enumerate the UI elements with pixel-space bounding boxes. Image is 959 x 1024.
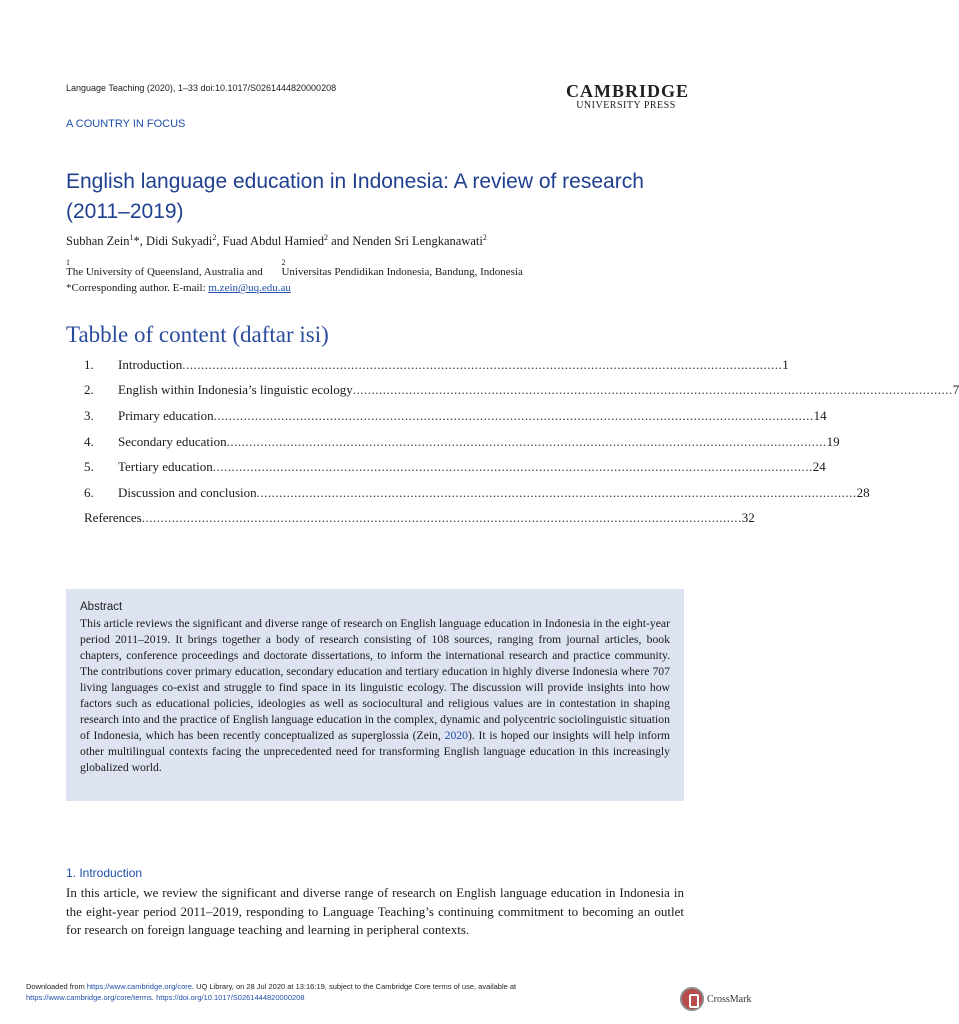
- toc-page: 14: [813, 407, 827, 423]
- citation-link[interactable]: 2020: [444, 729, 468, 742]
- toc-references[interactable]: [84, 506, 755, 532]
- crossmark-icon: [680, 987, 704, 1011]
- abstract-body: This article reviews the significant and diverse range of research on English language education in Indonesia in the eight-year period 2011–2019. It brings together a body of research consisting of 108 sources, ranging from journal articles, book chapters, conference proceedings and doctorate dissertations, to inform the international research and practice community. The contributions cover primary education, secondary education and tertiary education in highly diverse Indonesia where 707 living languages co-exist and struggle to find space in its linguistic ecology. The discussion will provide insights into how factors such as educational policies, ideologies as well as sociocultural and religious values are in contestation in shaping research into and the practice of English language education in the complex, dynamic and polycentric sociolinguistic situation of Indonesia, which has been recently conceptualized as superglossia (Zein,: [80, 617, 670, 742]
- footer-text: Downloaded from: [26, 982, 87, 991]
- toc-page: 19: [826, 433, 840, 449]
- toc-number: 3.: [84, 407, 94, 423]
- affiliation-mark: 2: [281, 258, 286, 267]
- toc-title: Discussion and conclusion: [118, 484, 257, 500]
- toc-leader: ................................................................................................................................................................: [182, 356, 783, 372]
- publisher-subname: UNIVERSITY PRESS: [576, 100, 676, 111]
- email-link[interactable]: m.zein@uq.edu.au: [208, 282, 291, 294]
- toc-leader: ................................................................................................................................................................: [213, 407, 814, 423]
- section-heading-introduction: 1. Introduction: [66, 866, 143, 880]
- author-mark: 2: [482, 233, 487, 242]
- introduction-paragraph: In this article, we review the significant and diverse range of research on English language education in Indonesia in the eight-year period 2011–2019, responding to Language Teaching’s continuing commitment to becoming an outlet for research on foreign language teaching and learning in peripheral contexts.: [66, 885, 684, 937]
- abstract-body-end: ). It is hoped our insights will help inform other multilingual contexts facing the unprecedented need for transforming English language education in this increasingly globalized world.: [80, 729, 670, 774]
- toc-title: References: [84, 510, 142, 526]
- publisher-name: CAMBRIDGE: [566, 81, 690, 101]
- crossmark-label: CrossMark: [707, 993, 752, 1005]
- author-name: Nenden Sri Lengkanawati: [352, 234, 483, 249]
- download-footer: [26, 981, 646, 1003]
- author-separator: ,: [216, 234, 223, 249]
- toc-title: Introduction: [118, 356, 183, 372]
- corresponding-author: [66, 282, 291, 294]
- journal-citation: Language Teaching (2020), 1–33 doi:10.1017/S0261444820000208: [66, 83, 337, 93]
- author-separator: *,: [133, 234, 147, 249]
- toc-page: 7: [952, 382, 959, 398]
- toc-item[interactable]: [84, 403, 827, 429]
- toc-page: 28: [856, 484, 870, 500]
- toc-leader: ................................................................................................................................................................: [226, 433, 827, 449]
- article-title: English language education in Indonesia: A review of research (2011–2019): [66, 170, 644, 223]
- toc-page: 24: [812, 459, 826, 475]
- toc-leader: ................................................................................................................................................................: [141, 510, 742, 526]
- author-mark: 2: [324, 233, 329, 242]
- toc-number: 2.: [84, 382, 94, 398]
- footer-text: . UQ Library, on 28 Jul 2020 at 13:16:19, subject to the Cambridge Core terms of use, available at: [191, 982, 517, 991]
- toc-item[interactable]: [84, 429, 840, 455]
- doi-link[interactable]: https://doi.org/10.1017/S0261444820000208: [156, 993, 305, 1002]
- toc-leader: ................................................................................................................................................................: [256, 484, 857, 500]
- toc-title: English within Indonesia’s linguistic ecology: [118, 382, 353, 398]
- toc-title: Secondary education: [118, 433, 227, 449]
- toc-item[interactable]: [84, 454, 826, 480]
- toc-number: 1.: [84, 356, 94, 372]
- article-category: A COUNTRY IN FOCUS: [66, 118, 186, 130]
- toc-leader: ................................................................................................................................................................: [212, 459, 813, 475]
- toc-page: 1: [782, 356, 789, 372]
- abstract-heading: Abstract: [80, 601, 123, 613]
- author-name: Didi Sukyadi: [146, 234, 213, 249]
- toc-leader: ................................................................................................................................................................: [352, 382, 953, 398]
- cambridge-logo: [566, 81, 690, 112]
- toc-item[interactable]: [84, 480, 870, 506]
- author-name: Fuad Abdul Hamied: [222, 234, 325, 249]
- affiliations: [66, 256, 686, 279]
- corresponding-label: *Corresponding author. E-mail:: [66, 282, 206, 294]
- terms-link[interactable]: https://www.cambridge.org/core/terms: [26, 993, 152, 1002]
- toc-item[interactable]: [84, 378, 959, 404]
- abstract-box: [66, 589, 684, 801]
- toc-heading: Tabble of content (daftar isi): [66, 322, 329, 347]
- author-mark: 1: [129, 233, 134, 242]
- author-name: Subhan Zein: [66, 234, 130, 249]
- author-list: [66, 233, 487, 249]
- toc-number: 5.: [84, 459, 94, 475]
- author-mark: 2: [212, 233, 217, 242]
- abstract-text: [80, 616, 670, 776]
- toc-number: 6.: [84, 484, 94, 500]
- affiliation-mark: 1: [66, 258, 70, 267]
- footer-text: .: [151, 993, 157, 1002]
- affiliation-text: The University of Queensland, Australia and: [66, 266, 263, 278]
- core-link[interactable]: https://www.cambridge.org/core: [86, 982, 192, 991]
- toc-item[interactable]: [84, 352, 789, 378]
- table-of-contents: [84, 352, 959, 531]
- affiliation-text: Universitas Pendidikan Indonesia, Bandung, Indonesia: [281, 266, 523, 278]
- author-separator: and: [328, 234, 353, 249]
- toc-number: 4.: [84, 433, 94, 449]
- toc-title: Primary education: [118, 407, 214, 423]
- crossmark-badge[interactable]: [680, 987, 751, 1011]
- toc-title: Tertiary education: [118, 459, 213, 475]
- toc-page: 32: [741, 510, 755, 526]
